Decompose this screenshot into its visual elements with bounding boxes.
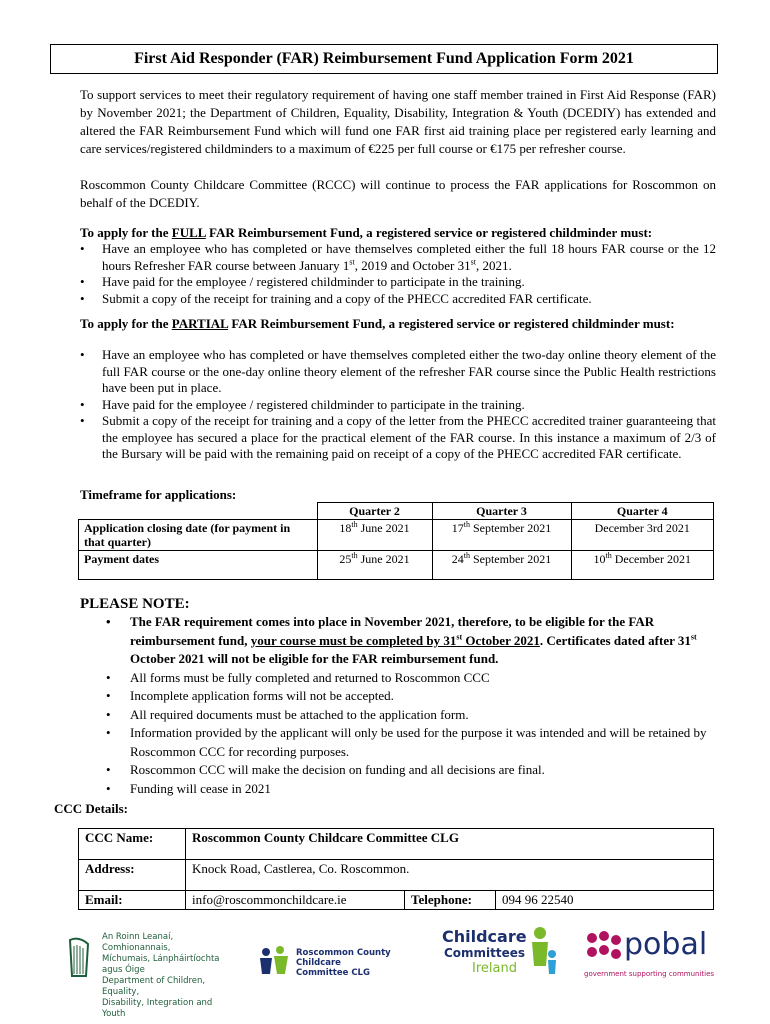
list-item: • Submit a copy of the receipt for training and a copy of the PHECC accredited FAR certificate. bbox=[80, 291, 716, 308]
harp-icon bbox=[66, 936, 92, 980]
intro-paragraph-2: Roscommon County Childcare Committee (RCCC) will continue to process the FAR applications for Roscommon on behalf of the DCEDIY. bbox=[80, 177, 716, 210]
list-item: • Submit a copy of the receipt for training and a copy of the letter from the PHECC accredited trainer guaranteeing that the employee has secured a place for the practical element of the FAR course. In this instance a maximum of 2/3 of the Bursary will be paid with the remaining paid on receipt of a copy of the PHECC accredited FAR certificate. bbox=[80, 413, 716, 463]
list-item: • The FAR requirement comes into place in November 2021, therefore, to be eligible for the FAR reimbursement fund, your course must be completed by 31st October 2021. Certificates dated after 31st October 2021 will not be eligible for the FAR reimbursement fund. bbox=[106, 613, 718, 669]
ccc-details-heading: CCC Details: bbox=[54, 801, 129, 816]
table-row: CCC Name: Roscommon County Childcare Committee CLG bbox=[79, 829, 714, 860]
list-item: • Incomplete application forms will not be accepted. bbox=[106, 687, 718, 706]
pobal-logo: pobal government supporting communities bbox=[584, 927, 715, 978]
department-logo: An Roinn Leanaí, Comhionannais, Míchumais, Lánpháirtíochta agus Óige Department of Children, Equality, Disability, Integration and Youth bbox=[66, 932, 236, 984]
children-figures-icon bbox=[258, 946, 294, 976]
table-row: Address: Knock Road, Castlerea, Co. Roscommon. bbox=[79, 860, 714, 891]
partial-fund-heading: To apply for the PARTIAL FAR Reimbursement Fund, a registered service or registered childminder must: bbox=[80, 316, 675, 331]
full-fund-list bbox=[80, 241, 716, 307]
pobal-dots-icon bbox=[584, 930, 624, 966]
list-item: • Have an employee who has completed or have themselves completed either the full 18 hours FAR course or the 12 hours Refresher FAR course between January 1st, 2019 and October 31st, 2021. bbox=[80, 241, 716, 274]
intro-paragraph-1: To support services to meet their regulatory requirement of having one staff member trained in First Aid Response (FAR) by November 2021; the Department of Children, Equality, Disability, Integration & Youth (DCEDIY) has extended and altered the FAR Reimbursement Fund which will fund one FAR first aid training place per registered early learning and care services/registered childminders to a maximum of €225 per full course or €175 per refresher course. bbox=[80, 87, 716, 156]
list-item: • All required documents must be attached to the application form. bbox=[106, 706, 718, 725]
ccc-details-table bbox=[78, 828, 714, 910]
list-item: • All forms must be fully completed and returned to Roscommon CCC bbox=[106, 669, 718, 688]
full-fund-heading: To apply for the FULL FAR Reimbursement Fund, a registered service or registered childminder must: bbox=[80, 225, 653, 240]
partial-fund-list bbox=[80, 347, 716, 463]
table-row: Payment dates 25th June 2021 24th September 2021 10th December 2021 bbox=[79, 551, 714, 580]
please-note-list bbox=[106, 613, 718, 798]
timeframe-table bbox=[78, 502, 714, 580]
form-title: First Aid Responder (FAR) Reimbursement Fund Application Form 2021 bbox=[50, 44, 718, 74]
list-item: • Funding will cease in 2021 bbox=[106, 780, 718, 799]
list-item: • Have paid for the employee / registered childminder to participate in the training. bbox=[80, 397, 716, 414]
childcare-committees-ireland-logo: Childcare Committees Ireland bbox=[442, 926, 562, 986]
child-figure-icon bbox=[528, 926, 558, 976]
list-item: • Have paid for the employee / registered childminder to participate in the training. bbox=[80, 274, 716, 291]
list-item: • Roscommon CCC will make the decision on funding and all decisions are final. bbox=[106, 761, 718, 780]
list-item: • Information provided by the applicant will only be used for the purpose it was intended and will be retained by Roscommon CCC for recording purposes. bbox=[106, 724, 718, 761]
timeframe-label: Timeframe for applications: bbox=[80, 487, 237, 502]
rccc-logo: Roscommon County Childcare Committee CLG bbox=[258, 944, 408, 980]
table-row: Application closing date (for payment in that quarter) 18th June 2021 17th September 2021 December 3rd 2021 bbox=[79, 520, 714, 551]
table-row: Quarter 2 Quarter 3 Quarter 4 bbox=[79, 503, 714, 520]
please-note-heading: PLEASE NOTE: bbox=[80, 596, 190, 612]
list-item: • Have an employee who has completed or have themselves completed either the two-day online theory element of the full FAR course or the one-day online theory element of the refresher FAR course since the Public Health restrictions have been put in place. bbox=[80, 347, 716, 397]
table-row: Email: info@roscommonchildcare.ie Telephone: 094 96 22540 bbox=[79, 891, 714, 910]
